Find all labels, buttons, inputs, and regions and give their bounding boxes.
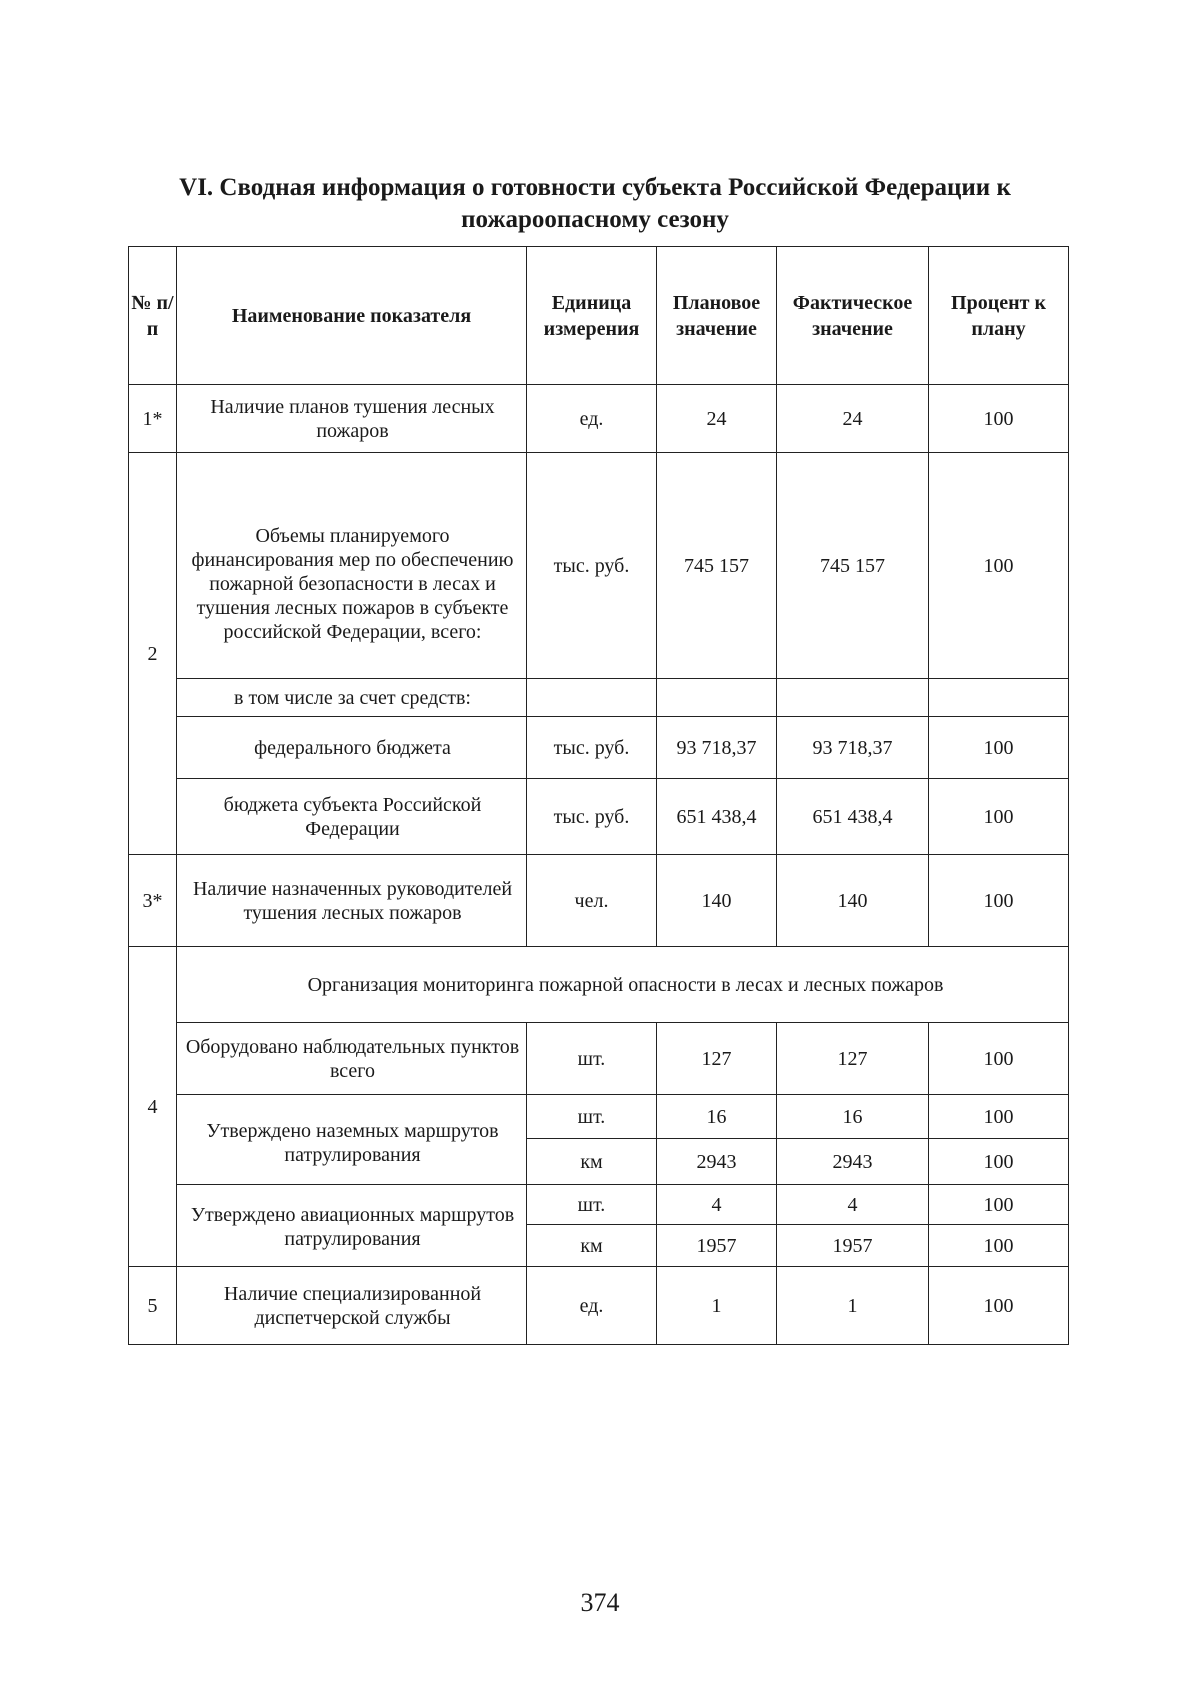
row-percent: 100	[929, 1267, 1069, 1345]
readiness-table	[128, 246, 1069, 1345]
row-percent: 100	[929, 1185, 1069, 1225]
row-plan: 4	[657, 1185, 777, 1225]
row-name: Утверждено авиационных маршрутов патрулирования	[177, 1185, 527, 1267]
row-name: Наличие назначенных руководителей тушения лесных пожаров	[177, 855, 527, 947]
row-plan: 1	[657, 1267, 777, 1345]
row-percent: 100	[929, 779, 1069, 855]
row-percent: 100	[929, 1139, 1069, 1185]
row-num: 5	[129, 1267, 177, 1345]
header-plan: Плановое значение	[657, 247, 777, 385]
row-fact: 24	[777, 385, 929, 453]
row-name: бюджета субъекта Российской Федерации	[177, 779, 527, 855]
row-plan: 745 157	[657, 453, 777, 679]
row-num: 1*	[129, 385, 177, 453]
row-num: 4	[129, 947, 177, 1267]
row-plan: 2943	[657, 1139, 777, 1185]
row-plan: 127	[657, 1023, 777, 1095]
title-line-2: пожароопасному сезону	[461, 206, 729, 233]
row-percent: 100	[929, 385, 1069, 453]
title-line-1: VI. Сводная информация о готовности субъекта Российской Федерации к	[179, 174, 1011, 201]
table-row	[129, 855, 1069, 947]
row-name: федерального бюджета	[177, 717, 527, 779]
row-fact: 16	[777, 1095, 929, 1139]
row-percent: 100	[929, 1095, 1069, 1139]
table-row	[129, 717, 1069, 779]
row-fact: 93 718,37	[777, 717, 929, 779]
document-title	[150, 172, 1040, 236]
row-fact: 2943	[777, 1139, 929, 1185]
row-num: 3*	[129, 855, 177, 947]
row-fact: 127	[777, 1023, 929, 1095]
row-fact: 745 157	[777, 453, 929, 679]
row-percent: 100	[929, 855, 1069, 947]
row-fact: 4	[777, 1185, 929, 1225]
header-fact: Фактическое значение	[777, 247, 929, 385]
table-row	[129, 779, 1069, 855]
row-unit: шт.	[527, 1023, 657, 1095]
row-plan: 651 438,4	[657, 779, 777, 855]
row-name: Объемы планируемого финансирования мер по обеспечению пожарной безопасности в лесах и тушения лесных пожаров в субъекте российской Федерации, всего:	[177, 453, 527, 679]
empty-cell	[777, 679, 929, 717]
row-percent: 100	[929, 717, 1069, 779]
row-unit: тыс. руб.	[527, 717, 657, 779]
row-fact: 651 438,4	[777, 779, 929, 855]
page-number: 374	[580, 1588, 620, 1617]
row-unit: шт.	[527, 1185, 657, 1225]
row-plan: 140	[657, 855, 777, 947]
row-percent: 100	[929, 1225, 1069, 1267]
row-unit: чел.	[527, 855, 657, 947]
table-header-row	[129, 247, 1069, 385]
table-row	[129, 1185, 1069, 1225]
row-plan: 93 718,37	[657, 717, 777, 779]
row-unit: шт.	[527, 1095, 657, 1139]
row-fact: 1957	[777, 1225, 929, 1267]
row-plan: 16	[657, 1095, 777, 1139]
row-percent: 100	[929, 1023, 1069, 1095]
row-percent: 100	[929, 453, 1069, 679]
table-row	[129, 1267, 1069, 1345]
row-name: Наличие планов тушения лесных пожаров	[177, 385, 527, 453]
row-unit: тыс. руб.	[527, 453, 657, 679]
row-section-header: Организация мониторинга пожарной опасности в лесах и лесных пожаров	[177, 947, 1069, 1023]
row-plan: 1957	[657, 1225, 777, 1267]
row-name: Оборудовано наблюдательных пунктов всего	[177, 1023, 527, 1095]
table-row	[129, 1095, 1069, 1139]
table-row	[129, 679, 1069, 717]
header-percent: Процент к плану	[929, 247, 1069, 385]
empty-cell	[657, 679, 777, 717]
row-fact: 140	[777, 855, 929, 947]
row-plan: 24	[657, 385, 777, 453]
table-row	[129, 1023, 1069, 1095]
row-num: 2	[129, 453, 177, 855]
row-subheader: в том числе за счет средств:	[177, 679, 527, 717]
table-row	[129, 947, 1069, 1023]
header-num: № п/п	[129, 247, 177, 385]
row-unit: км	[527, 1225, 657, 1267]
header-unit: Единица измерения	[527, 247, 657, 385]
header-name: Наименование показателя	[177, 247, 527, 385]
table-row	[129, 453, 1069, 679]
row-unit: тыс. руб.	[527, 779, 657, 855]
row-unit: км	[527, 1139, 657, 1185]
row-unit: ед.	[527, 385, 657, 453]
table-row	[129, 385, 1069, 453]
row-name: Утверждено наземных маршрутов патрулирования	[177, 1095, 527, 1185]
row-fact: 1	[777, 1267, 929, 1345]
row-name: Наличие специализированной диспетчерской службы	[177, 1267, 527, 1345]
empty-cell	[527, 679, 657, 717]
empty-cell	[929, 679, 1069, 717]
row-unit: ед.	[527, 1267, 657, 1345]
